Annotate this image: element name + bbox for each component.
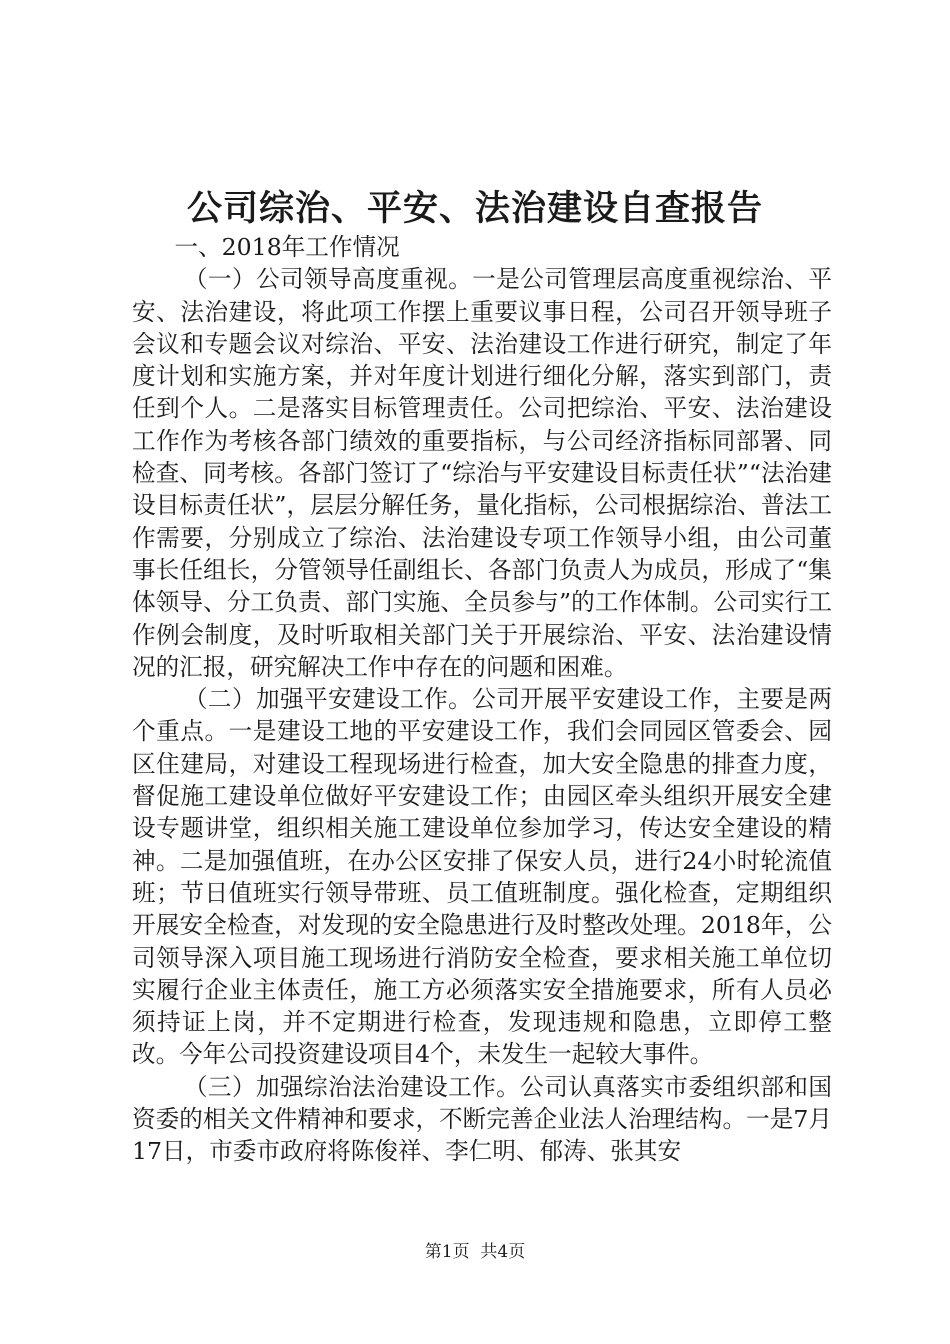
page-number: 第1页 共4页: [424, 1242, 526, 1262]
page-footer: [0, 1240, 950, 1264]
paragraph-rule-of-law: （三）加强综治法治建设工作。公司认真落实市委组织部和国资委的相关文件精神和要求，不断完善企业法人治理结构。一是7月17日，市委市政府将陈俊祥、李仁明、郁涛、张其安: [132, 1072, 832, 1166]
document-body: [132, 231, 832, 1168]
document-title: 公司综治、平安、法治建设自查报告: [186, 188, 763, 229]
paragraph-safety-construction: （二）加强平安建设工作。公司开展平安建设工作，主要是两个重点。一是建设工地的平安建设工作，我们会同园区管委会、园区住建局，对建设工程现场进行检查，加大安全隐患的排查力度，督促施工建设单位做好平安建设工作；由园区牵头组织开展安全建设专题讲堂，组织相关施工建设单位参加学习，传达安全建设的精神。二是加强值班，在办公区安排了保安人员，进行24小时轮流值班；节日值班实行领导带班、员工值班制度。强化检查，定期组织开展安全检查，对发现的安全隐患进行及时整改处理。2018年，公司领导深入项目施工现场进行消防安全检查，要求相关施工单位切实履行企业主体责任，施工方必须落实安全措施要求，所有人员必须持证上岗，并不定期进行检查，发现违规和隐患，立即停工整改。今年公司投资建设项目4个，未发生一起较大事件。: [132, 685, 832, 1069]
section-heading: 一、2018年工作情况: [174, 233, 400, 261]
paragraph-leadership: （一）公司领导高度重视。一是公司管理层高度重视综治、平安、法治建设，将此项工作摆上重要议事日程，公司召开领导班子会议和专题会议对综治、平安、法治建设工作进行研究，制定了年度计划和实施方案，并对年度计划进行细化分解，落实到部门，责任到个人。二是落实目标管理责任。公司把综治、平安、法治建设工作作为考核各部门绩效的重要指标，与公司经济指标同部署、同检查、同考核。各部门签订了“综治与平安建设目标责任状”“法治建设目标责任状”，层层分解任务，量化指标，公司根据综治、普法工作需要，分别成立了综治、法治建设专项工作领导小组，由公司董事长任组长，分管领导任副组长、各部门负责人为成员，形成了“集体领导、分工负责、部门实施、全员参与”的工作体制。公司实行工作例会制度，及时听取相关部门关于开展综治、平安、法治建设情况的汇报，研究解决工作中存在的问题和困难。: [132, 265, 832, 681]
